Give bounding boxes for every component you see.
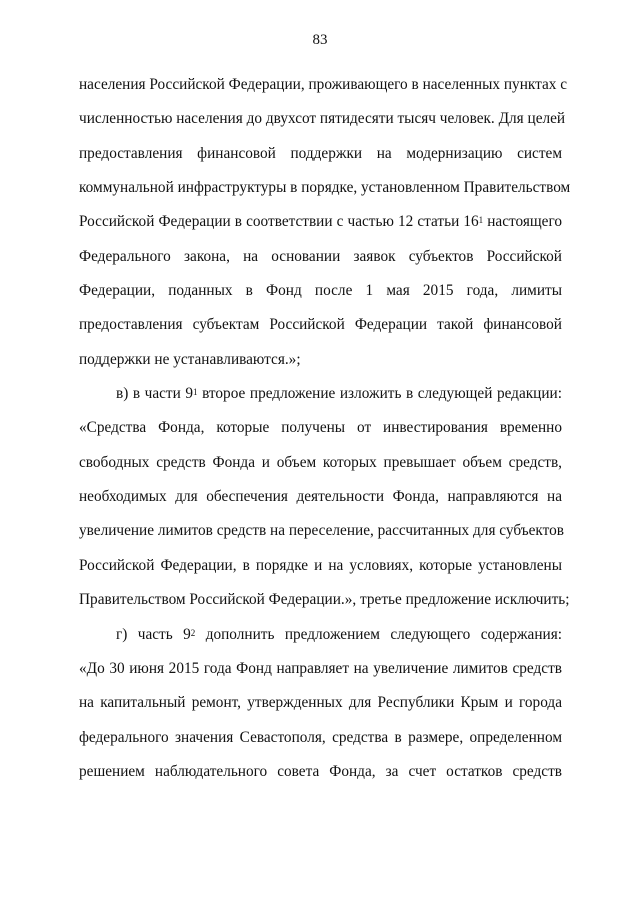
text-line xyxy=(79,205,562,239)
text-segment: Российской Федерации в соответствии с частью 12 статьи 16 xyxy=(79,213,479,231)
text-segment: второе предложение изложить в следующей редакции: xyxy=(197,385,562,403)
text-segment: настоящего xyxy=(483,213,562,231)
text-line: Российской Федерации, в порядке и на условиях, которые установлены xyxy=(79,556,562,574)
text-segment: дополнить предложением следующего содержания: xyxy=(195,625,562,643)
text-line: Правительством Российской Федерации.», третье предложение исключить; xyxy=(79,591,570,609)
superscript: 1 xyxy=(193,387,198,398)
text-line: необходимых для обеспечения деятельности Фонда, направляются на xyxy=(79,488,562,506)
text-line: предоставления субъектам Российской Федерации такой финансовой xyxy=(79,316,562,334)
text-line: поддержки не устанавливаются.»; xyxy=(79,350,301,368)
text-line: «До 30 июня 2015 года Фонд направляет на увеличение лимитов средств xyxy=(79,659,562,677)
text-line: на капитальный ремонт, утвержденных для Республики Крым и города xyxy=(79,694,562,712)
text-line: предоставления финансовой поддержки на модернизацию систем xyxy=(79,144,562,162)
text-line xyxy=(79,618,562,652)
text-line: коммунальной инфраструктуры в порядке, установленном Правительством xyxy=(79,179,571,197)
text-line: Федерального закона, на основании заявок субъектов Российской xyxy=(79,247,562,265)
document-body xyxy=(79,68,571,789)
text-line: «Средства Фонда, которые получены от инвестирования временно xyxy=(79,419,562,437)
superscript: 1 xyxy=(478,215,484,226)
text-line: федерального значения Севастополя, средства в размере, определенном xyxy=(79,728,562,746)
text-line: свободных средств Фонда и объем которых превышает объем средств, xyxy=(79,453,562,471)
superscript: 2 xyxy=(190,627,196,638)
text-line: Федерации, поданных в Фонд после 1 мая 2015 года, лимиты xyxy=(79,282,562,300)
text-segment: в) в части 9 xyxy=(116,385,194,403)
text-line: решением наблюдательного совета Фонда, за счет остатков средств xyxy=(79,762,562,780)
text-line: увеличение лимитов средств на переселение, рассчитанных для субъектов xyxy=(79,522,565,540)
text-segment: г) часть 9 xyxy=(116,625,191,643)
page-number: 83 xyxy=(312,32,328,48)
text-line: населения Российской Федерации, проживающего в населенных пунктах с xyxy=(79,76,568,93)
text-line: численностью населения до двухсот пятидесяти тысяч человек. Для целей xyxy=(79,110,566,128)
text-line xyxy=(79,377,562,411)
